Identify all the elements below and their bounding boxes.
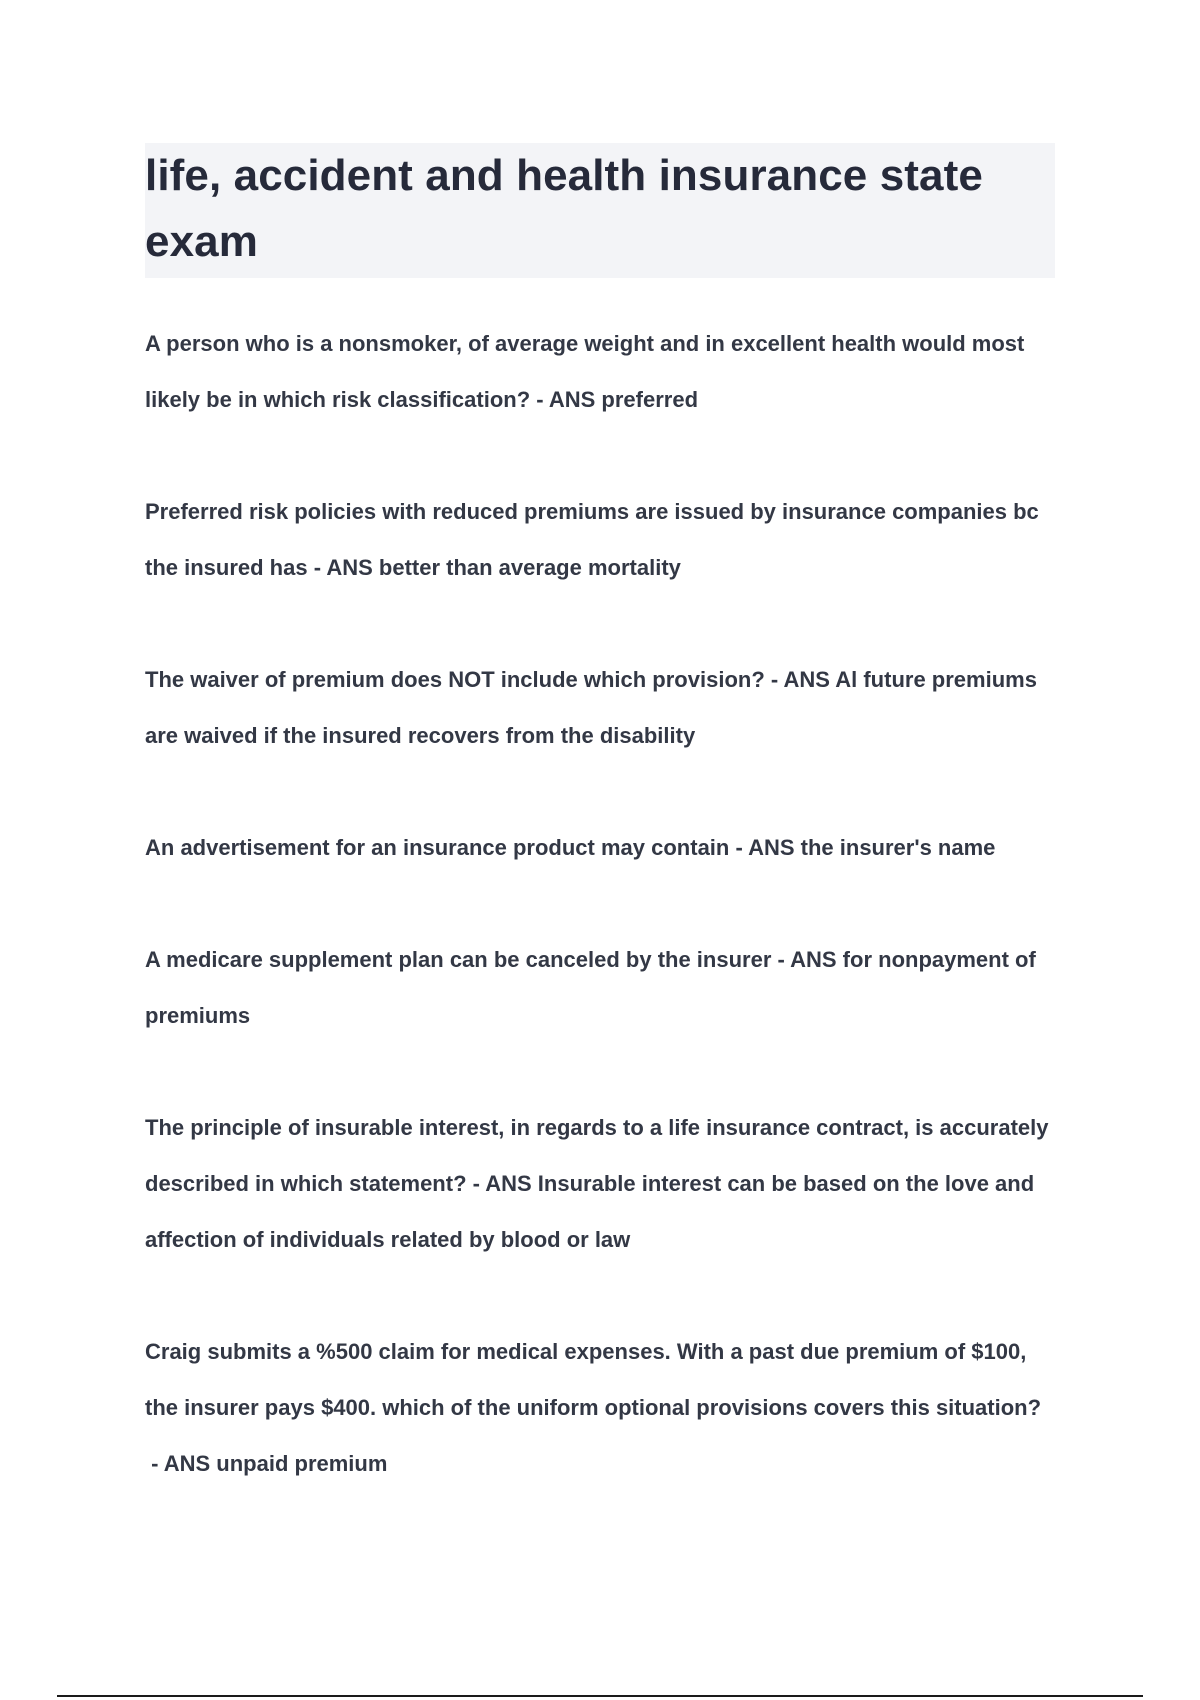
question-text: A medicare supplement plan can be canceled by the insurer bbox=[145, 947, 772, 972]
qa-item bbox=[145, 820, 1055, 876]
answer-text: ANS better than average mortality bbox=[326, 555, 681, 580]
separator: - bbox=[764, 667, 784, 692]
separator: - bbox=[530, 387, 549, 412]
answer-text: ANS Al future premiums are waived if the insured recovers from the disability bbox=[145, 667, 1037, 748]
separator: - bbox=[466, 1171, 486, 1196]
answer-text: ANS unpaid premium bbox=[163, 1451, 388, 1476]
separator: - bbox=[145, 1451, 164, 1476]
qa-item bbox=[145, 1324, 1055, 1492]
answer-text: ANS the insurer's name bbox=[748, 835, 996, 860]
separator: - bbox=[307, 555, 327, 580]
qa-item bbox=[145, 1100, 1055, 1268]
qa-item bbox=[145, 652, 1055, 764]
question-text: Preferred risk policies with reduced premiums are issued by insurance companies bc the insured has bbox=[145, 499, 1039, 580]
question-text: The principle of insurable interest, in regards to a life insurance contract, is accurately described in which statement? bbox=[145, 1115, 1049, 1196]
qa-item bbox=[145, 316, 1055, 428]
answer-text: ANS preferred bbox=[548, 387, 699, 412]
answer-text: ANS Insurable interest can be based on the love and affection of individuals related by blood or law bbox=[145, 1171, 1035, 1252]
footer-rule bbox=[57, 1695, 1143, 1697]
answer-text: ANS for nonpayment of premiums bbox=[145, 947, 1036, 1028]
qa-item bbox=[145, 484, 1055, 596]
qa-list bbox=[145, 316, 1055, 1548]
question-text: A person who is a nonsmoker, of average weight and in excellent health would most likely be in which risk classification? bbox=[145, 331, 1025, 412]
question-text: An advertisement for an insurance product may contain bbox=[145, 835, 730, 860]
separator: - bbox=[729, 835, 749, 860]
document-title: life, accident and health insurance state exam bbox=[145, 151, 983, 266]
question-text: The waiver of premium does NOT include which provision? bbox=[145, 667, 765, 692]
qa-item bbox=[145, 932, 1055, 1044]
title-block bbox=[145, 143, 1055, 278]
separator: - bbox=[771, 947, 791, 972]
question-text: Craig submits a %500 claim for medical expenses. With a past due premium of $100, the insurer pays $400. which of the uniform optional provisions covers this situation? bbox=[145, 1339, 1042, 1420]
